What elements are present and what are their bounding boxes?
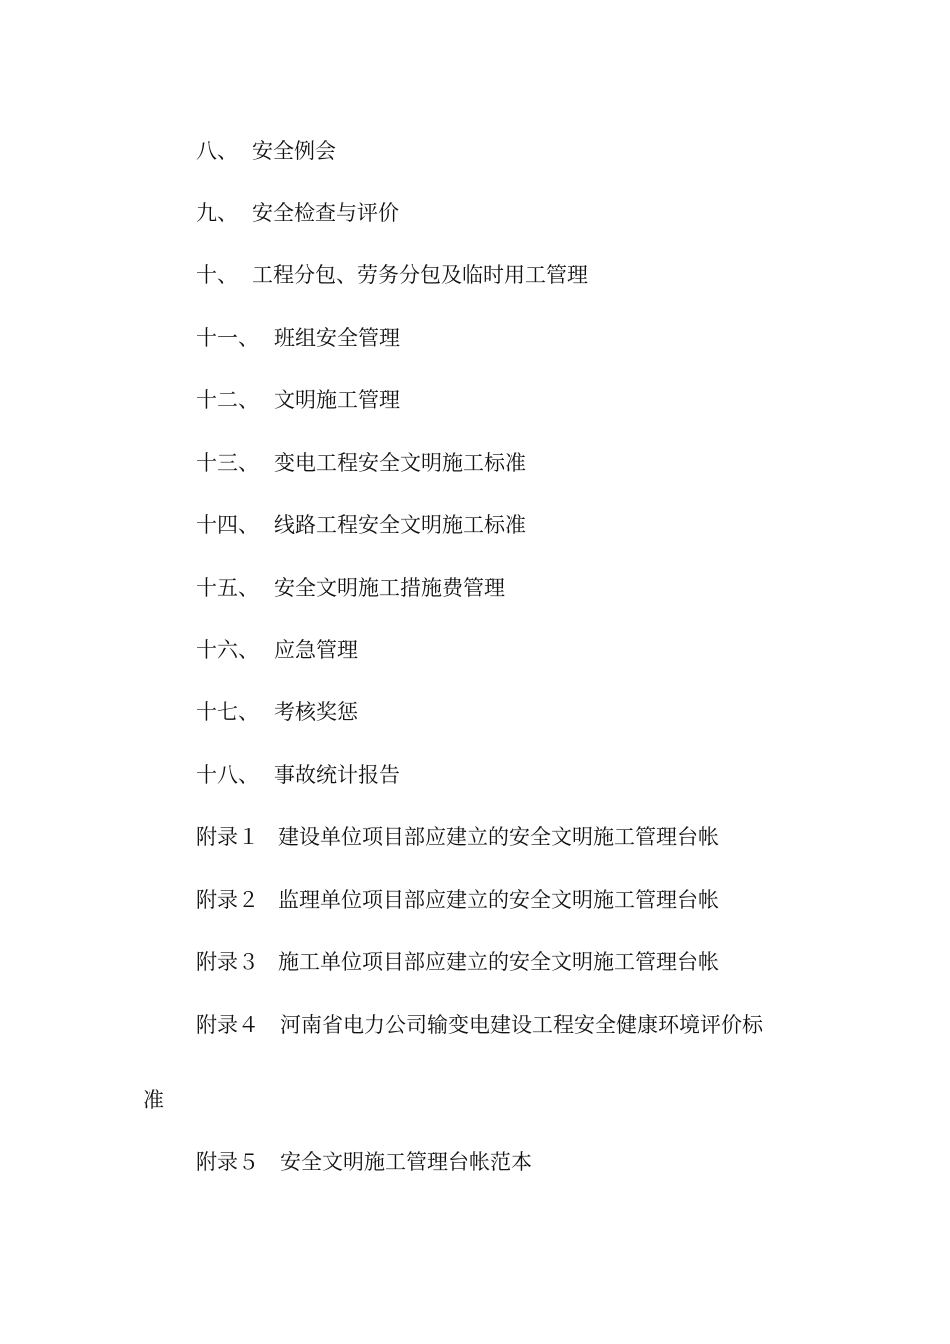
toc-title: 考核奖惩 [274,700,358,724]
toc-entry-8 [196,135,336,167]
toc-number: 十八、 [196,763,259,787]
toc-number: 附录４ [196,1013,259,1037]
toc-number: 十二、 [196,388,259,412]
toc-title: 安全检查与评价 [252,201,399,225]
toc-title: 安全文明施工管理台帐范本 [280,1150,532,1174]
toc-title: 监理单位项目部应建立的安全文明施工管理台帐 [278,888,719,912]
toc-number: 附录３ [196,950,259,974]
toc-entry-9 [196,197,399,229]
toc-number: 十七、 [196,700,259,724]
toc-number: 九、 [196,201,238,225]
toc-title: 施工单位项目部应建立的安全文明施工管理台帐 [278,950,719,974]
toc-entry-10 [196,259,588,291]
toc-entry-12 [196,384,400,416]
toc-number: 十一、 [196,326,259,350]
toc-entry-16 [196,634,358,666]
toc-entry-appendix-5 [196,1146,532,1178]
toc-number: 八、 [196,139,238,163]
toc-title: 文明施工管理 [274,388,400,412]
toc-number: 十、 [196,263,238,287]
toc-number: 十四、 [196,513,259,537]
toc-number: 附录５ [196,1150,259,1174]
toc-title: 建设单位项目部应建立的安全文明施工管理台帐 [278,825,719,849]
toc-number: 附录２ [196,888,259,912]
toc-entry-appendix-3 [196,946,719,978]
toc-title: 河南省电力公司输变电建设工程安全健康环境评价标 [280,1013,763,1037]
toc-number: 十六、 [196,638,259,662]
toc-title: 线路工程安全文明施工标准 [274,513,526,537]
toc-entry-15 [196,572,505,604]
toc-entry-11 [196,322,400,354]
toc-entry-appendix-1 [196,821,719,853]
toc-entry-13 [196,447,526,479]
toc-number: 十五、 [196,576,259,600]
toc-entry-17 [196,696,358,728]
toc-entry-18 [196,759,400,791]
toc-title: 安全文明施工措施费管理 [274,576,505,600]
toc-number: 附录１ [196,825,259,849]
toc-entry-14 [196,509,526,541]
toc-title: 变电工程安全文明施工标准 [274,451,526,475]
toc-number: 十三、 [196,451,259,475]
toc-entry-appendix-4-continuation: 准 [143,1088,164,1112]
toc-entry-appendix-2 [196,884,719,916]
toc-title: 工程分包、劳务分包及临时用工管理 [252,263,588,287]
toc-title: 应急管理 [274,638,358,662]
toc-title: 班组安全管理 [274,326,400,350]
toc-title: 事故统计报告 [274,763,400,787]
toc-title: 安全例会 [252,139,336,163]
toc-entry-appendix-4 [196,1009,763,1041]
